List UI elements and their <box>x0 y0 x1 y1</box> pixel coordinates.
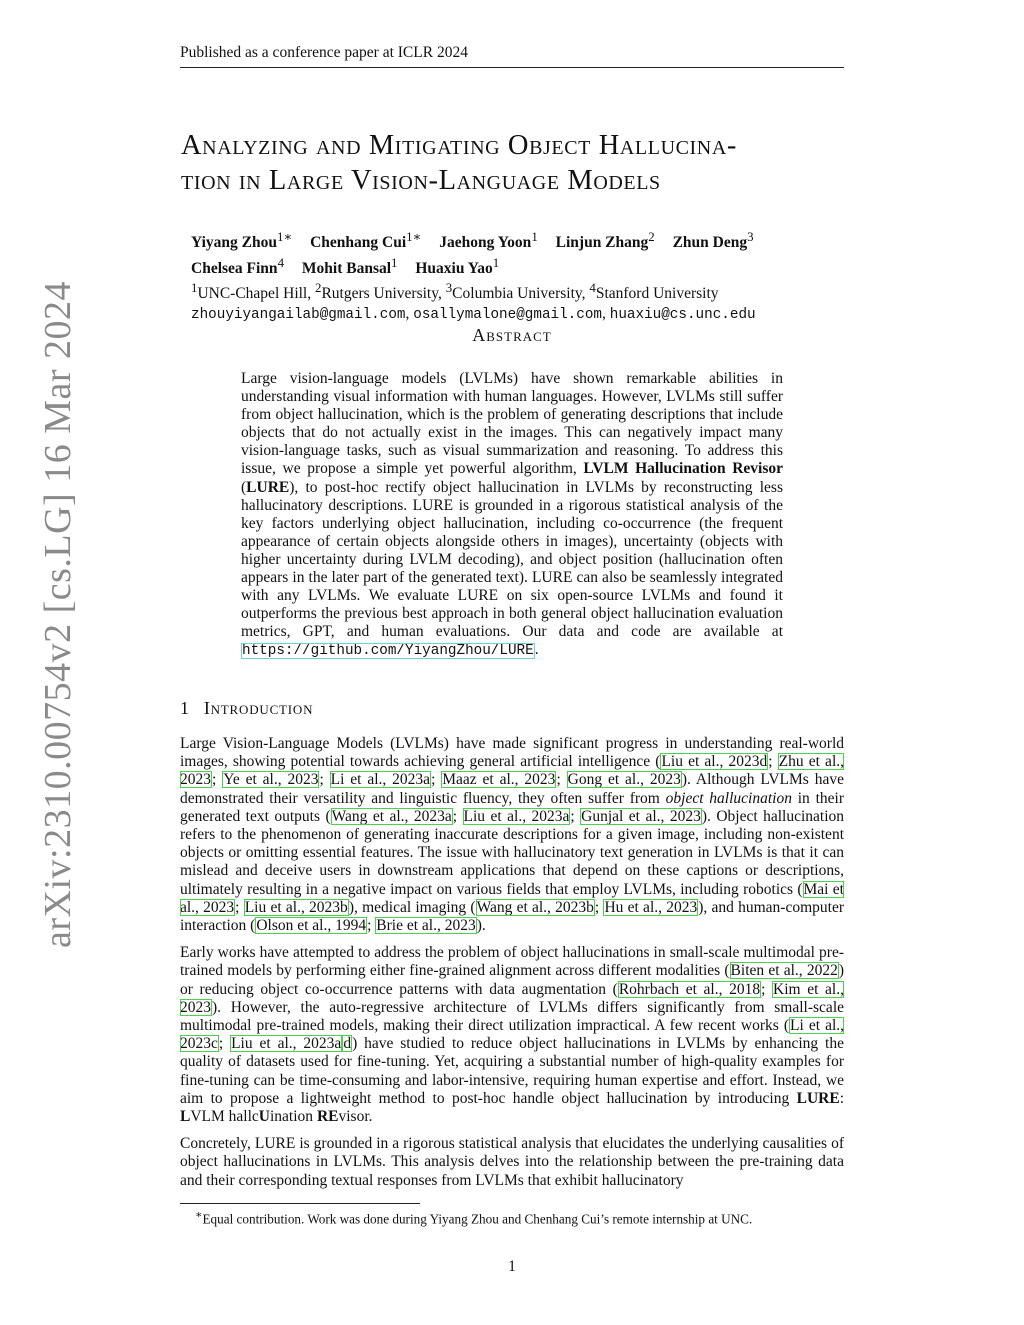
citation-link[interactable]: Liu et al., 2023d <box>661 753 768 771</box>
section-heading-introduction: 1 Introduction <box>180 698 314 718</box>
author: Huaxiu Yao$^1$ <box>415 254 500 277</box>
paragraph: Early works have attempted to address the problem of object hallucinations in small-scale multimodal pre-trained models by performing either fine-grained alignment across different modalities (Biten et al., 2022) or reducing object co-occurrence patterns with data augmentation (Rohrbach et al., 2018; Kim et al., 2023). However, the auto-regressive architecture of LVLMs differs significantly from small-scale multimodal pre-trained models, making their direct utilization impractical. A few recent works (Li et al., 2023c; Liu et al., 2023a d) have studied to reduce object hallucinations in LVLMs by enhancing the quality of datasets used for fine-tuning. Yet, acquiring a substantial number of high-quality examples for fine-tuning can be time-consuming and labor-intensive, requiring human expertise and effort. Instead, we aim to propose a lightweight method to post-hoc handle object hallucination by introducing LURE: LVLM hallcUination REvisor. <box>180 944 845 1126</box>
paper-title <box>181 128 845 198</box>
paragraph: Concretely, LURE is grounded in a rigorous statistical analysis that elucidates the underlying causalities of object hallucinations in LVLMs. This analysis delves into the relationship between the pre-training data and their corresponding textual responses from LVLMs that exhibit hallucinatory <box>180 1135 844 1189</box>
citation-link[interactable]: Zhu et al., 2023 <box>180 753 844 789</box>
author-block <box>191 227 871 325</box>
citation-link[interactable]: Liu et al., 2023a <box>463 807 570 825</box>
abstract-text: Large vision-language models (LVLMs) have shown remarkable abilities in understanding visual information with human languages. However, LVLMs still suffer from object hallucination, which is the problem of generating descriptions that include objects that do not actually exist in the images. This can negatively impact many vision-language tasks, such as visual summarization and reasoning. To address this issue, we propose a simple yet powerful algorithm, LVLM Hallucination Revisor (LURE), to post-hoc rectify object hallucination in LVLMs by reconstructing less hallucinatory descriptions. LURE is grounded in a rigorous statistical analysis of the key factors underlying object hallucination, including co-occurrence (the frequent appearance of certain objects alongside others in images), uncertainty (objects with higher uncertainty during LVLM decoding), and object position (hallucination often appears in the later part of the generated text). LURE can also be seamlessly integrated with any LVLMs. We evaluate LURE on six open-source LVLMs and found it outperforms the previous best approach in both general object hallucination evaluation metrics, GPT, and human evaluations. Our data and code are available at https://github.com/YiyangZhou/LURE. <box>241 370 783 660</box>
author: Jaehong Yoon$^1$ <box>439 229 538 252</box>
author: Yiyang Zhou$^{1∗}$ <box>191 229 293 252</box>
affiliations: $^1$UNC-Chapel Hill, $^2$Rutgers University, $^3$Columbia University, $^4$Stanford University <box>191 280 719 303</box>
running-header: Published as a conference paper at ICLR 2024 <box>180 44 844 68</box>
arxiv-identifier: arXiv:2310.00754v2 [cs.LG] 16 Mar 2024 <box>37 280 79 948</box>
citation-link[interactable]: Wang et al., 2023a <box>331 807 452 825</box>
title-line-1: Analyzing and Mitigating Object Hallucina- <box>181 130 737 161</box>
citation-link[interactable]: Ye et al., 2023 <box>223 771 319 789</box>
author-names-line-1 <box>191 227 871 253</box>
abstract-heading: Abstract <box>472 325 552 345</box>
author-emails: zhouyiyangailab@gmail.com, osallymalone@gmail.com, huaxiu@cs.unc.edu <box>191 304 756 323</box>
footnote-rule <box>180 1203 420 1204</box>
citation-link[interactable]: Maaz et al., 2023 <box>442 771 556 789</box>
citation-link[interactable]: Li et al., 2023c <box>180 1017 845 1053</box>
citation-link[interactable]: Kim et al., 2023 <box>180 980 844 1016</box>
title-line-2: tion in Large Vision-Language Models <box>181 165 661 196</box>
author: Zhun Deng$^3$ <box>672 229 754 252</box>
email: huaxiu@cs.unc.edu <box>609 306 756 323</box>
citation-link[interactable]: Wang et al., 2023b <box>476 898 594 916</box>
footnote: ∗Equal contribution. Work was done during Yiyang Zhou and Chenhang Cui’s remote internship at UNC. <box>195 1209 753 1227</box>
citation-link[interactable]: Liu et al., 2023a <box>231 1035 342 1053</box>
page-number: 1 <box>508 1258 516 1275</box>
citation-link[interactable]: Gong et al., 2023 <box>567 771 681 789</box>
author: Mohit Bansal$^1$ <box>301 254 398 277</box>
citation-link[interactable]: Mai et al., 2023 <box>180 880 844 916</box>
email: osallymalone@gmail.com <box>413 306 602 323</box>
paragraph: Large Vision-Language Models (LVLMs) have made significant progress in understanding real-world images, showing potential towards achieving general artificial intelligence (Liu et al., 2023d; Zhu et al., 2023; Ye et al., 2023; Li et al., 2023a; Maaz et al., 2023; Gong et al., 2023). Although LVLMs have demonstrated their versatility and linguistic fluency, they often suffer from object hallucination in their generated text outputs (Wang et al., 2023a; Liu et al., 2023a; Gunjal et al., 2023). Object hallucination refers to the phenomenon of generating inaccurate descriptions for a given image, including non-existent objects or omitting essential features. The issue with hallucinatory text generation in LVLMs is that it can mislead and deceive users in downstream applications that depend on these captions or descriptions, ultimately resulting in a negative impact on various fields that employ LVLMs, including robotics (Mai et al., 2023; Liu et al., 2023b), medical imaging (Wang et al., 2023b; Hu et al., 2023), and human-computer interaction (Olson et al., 1994; Brie et al., 2023). <box>180 735 844 935</box>
email: zhouyiyangailab@gmail.com <box>191 306 406 323</box>
citation-link[interactable]: Brie et al., 2023 <box>376 917 476 935</box>
citation-link[interactable]: Liu et al., 2023b <box>244 898 348 916</box>
citation-link[interactable]: Biten et al., 2022 <box>730 962 838 980</box>
author: Linjun Zhang$^2$ <box>555 229 655 252</box>
author-names-line-2 <box>191 253 871 279</box>
introduction-body <box>180 735 844 1199</box>
citation-link[interactable]: Hu et al., 2023 <box>604 898 698 916</box>
citation-link[interactable]: Gunjal et al., 2023 <box>581 807 701 825</box>
author: Chelsea Finn$^4$ <box>191 254 285 277</box>
citation-link[interactable]: Rohrbach et al., 2018 <box>618 980 761 998</box>
citation-link[interactable]: Olson et al., 1994 <box>256 917 367 935</box>
github-link[interactable]: https://github.com/YiyangZhou/LURE <box>242 643 534 660</box>
citation-link[interactable]: d <box>343 1035 352 1053</box>
author: Chenhang Cui$^{1∗}$ <box>310 229 422 252</box>
citation-link[interactable]: Li et al., 2023a <box>330 771 431 789</box>
